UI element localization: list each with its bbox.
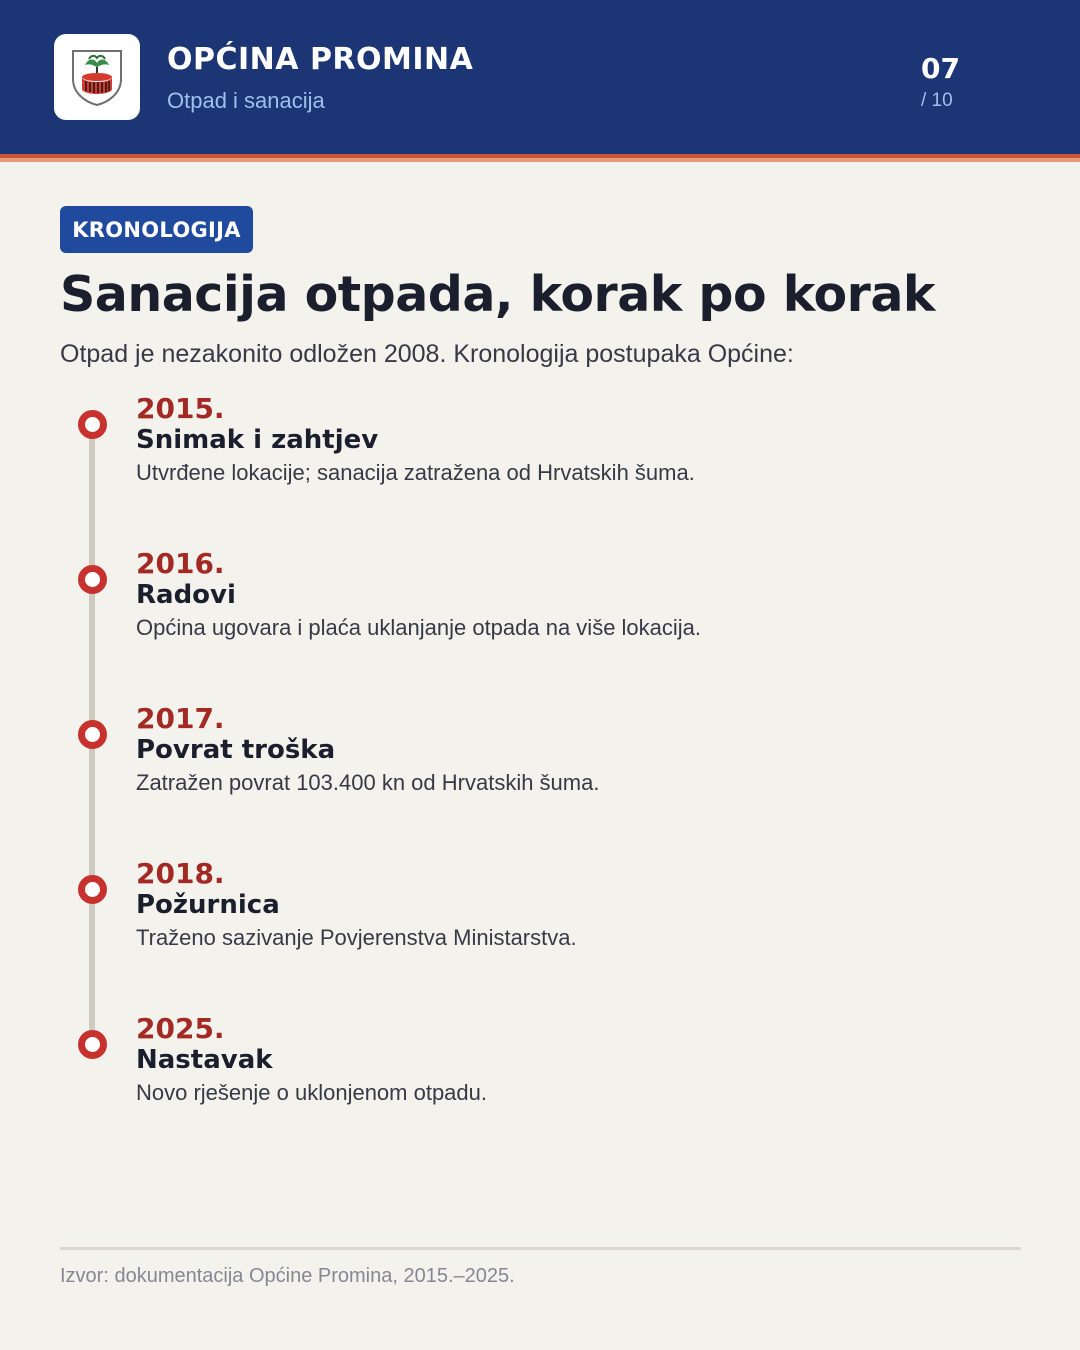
timeline-item bbox=[0, 1012, 1080, 1122]
timeline-title: Nastavak bbox=[136, 1045, 273, 1075]
footer-divider bbox=[60, 1247, 1021, 1250]
timeline-text: Zatražen povrat 103.400 kn od Hrvatskih šuma. bbox=[136, 770, 600, 795]
source-note: Izvor: dokumentacija Općine Promina, 2015.–2025. bbox=[60, 1265, 515, 1287]
section-subtitle: Otpad i sanacija bbox=[167, 88, 325, 113]
timeline-text: Novo rješenje o uklonjenom otpadu. bbox=[136, 1080, 488, 1105]
timeline-dot-icon bbox=[78, 875, 107, 904]
page-subtitle: Otpad je nezakonito odložen 2008. Kronologija postupaka Općine: bbox=[60, 340, 794, 368]
timeline-dot-icon bbox=[78, 565, 107, 594]
timeline-year: 2025. bbox=[136, 1012, 225, 1045]
timeline-text: Utvrđene lokacije; sanacija zatražena od Hrvatskih šuma. bbox=[136, 460, 695, 485]
header-accent-stripe bbox=[0, 154, 1080, 162]
timeline-title: Radovi bbox=[136, 580, 236, 610]
timeline-item bbox=[0, 857, 1080, 967]
timeline-text: Traženo sazivanje Povjerenstva Ministarstva. bbox=[136, 925, 577, 950]
timeline-dot-icon bbox=[78, 410, 107, 439]
header-bar bbox=[0, 0, 1080, 154]
timeline-year: 2016. bbox=[136, 547, 225, 580]
timeline-year: 2017. bbox=[136, 702, 225, 735]
timeline-title: Snimak i zahtjev bbox=[136, 425, 379, 455]
coat-of-arms-icon bbox=[65, 45, 129, 109]
page-title: Sanacija otpada, korak po korak bbox=[60, 266, 935, 323]
timeline-title: Požurnica bbox=[136, 890, 280, 920]
timeline-title: Povrat troška bbox=[136, 735, 336, 765]
timeline-item bbox=[0, 392, 1080, 502]
timeline-item bbox=[0, 547, 1080, 657]
timeline-dot-icon bbox=[78, 720, 107, 749]
org-name: OPĆINA PROMINA bbox=[167, 42, 474, 77]
timeline-year: 2018. bbox=[136, 857, 225, 890]
timeline-dot-icon bbox=[78, 1030, 107, 1059]
page-number-total: / 10 bbox=[921, 90, 953, 111]
timeline-item bbox=[0, 702, 1080, 812]
timeline-year: 2015. bbox=[136, 392, 225, 425]
timeline-text: Općina ugovara i plaća uklanjanje otpada na više lokacija. bbox=[136, 615, 702, 640]
category-tag: KRONOLOGIJA bbox=[60, 206, 253, 253]
page-number-current: 07 bbox=[921, 52, 960, 85]
logo bbox=[54, 34, 140, 120]
